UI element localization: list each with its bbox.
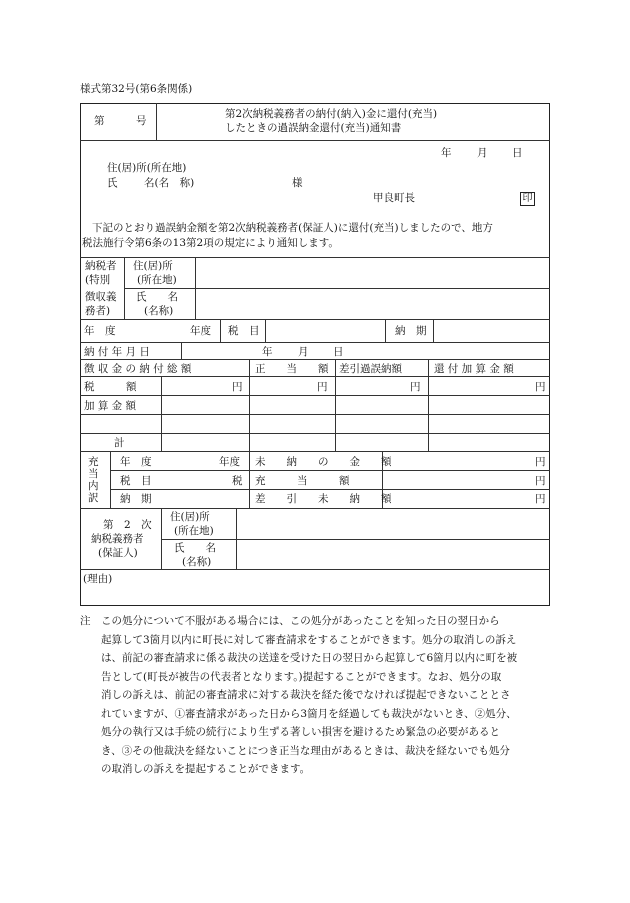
divider bbox=[161, 539, 550, 540]
second-name-label-1: 氏 名 bbox=[174, 542, 216, 554]
divider bbox=[181, 342, 182, 359]
form-title-line2: したときの過誤納金還付(充当)通知書 bbox=[225, 122, 402, 134]
divider bbox=[80, 342, 550, 343]
unpaid-label: 未 納 の 金 額 bbox=[255, 456, 392, 468]
footnote-line: れていますが、①審査請求があった日から3箇月を経過しても裁決がないとき、②処分、 bbox=[80, 707, 517, 720]
divider bbox=[124, 288, 550, 289]
period-label: 納 期 bbox=[395, 325, 427, 337]
footnote-line: 処分の執行又は手続の続行により生ずる著しい損害を避けるため緊急の必要があると bbox=[80, 726, 500, 738]
year-unit: 年度 bbox=[190, 325, 211, 337]
allocation-year-label: 年 度 bbox=[120, 456, 152, 468]
row-tax-label: 税 額 bbox=[84, 381, 137, 393]
number-label: 第 bbox=[94, 115, 105, 127]
issuer: 甲良町長 bbox=[373, 192, 415, 204]
divider bbox=[80, 395, 550, 396]
taxpayer-address-label-2: (所在地) bbox=[137, 274, 177, 286]
divider bbox=[385, 319, 386, 342]
divider bbox=[249, 451, 250, 508]
divider bbox=[220, 319, 221, 342]
reason-label: (理由) bbox=[83, 573, 113, 585]
divider bbox=[110, 451, 111, 508]
yen-unit: 円 bbox=[535, 381, 546, 393]
footnote-line: 起算して3箇月以内に町長に対して審査請求をすることができます。処分の取消しの訴え bbox=[80, 633, 517, 646]
header-total-payment: 徴 収 金 の 納 付 総 額 bbox=[84, 363, 192, 375]
second-address-label-1: 住(居)所 bbox=[170, 511, 210, 523]
payment-date-day: 日 bbox=[333, 346, 344, 358]
divider bbox=[110, 470, 550, 471]
year-label: 年 度 bbox=[84, 325, 116, 337]
header-overpayment: 差引過誤納額 bbox=[339, 363, 402, 375]
yen-unit: 円 bbox=[535, 456, 546, 468]
form-number: 様式第32号(第6条関係) bbox=[80, 83, 193, 95]
yen-unit: 円 bbox=[535, 493, 546, 505]
allocation-tax-unit: 税 bbox=[232, 475, 243, 487]
date-month: 月 bbox=[477, 147, 488, 159]
honorific: 様 bbox=[292, 177, 303, 189]
divider bbox=[249, 359, 250, 451]
second-taxpayer-label-3: (保証人) bbox=[98, 547, 138, 559]
second-address-label-2: (所在地) bbox=[174, 525, 214, 537]
date-day: 日 bbox=[512, 147, 523, 159]
divider bbox=[433, 319, 434, 342]
divider bbox=[80, 376, 550, 377]
divider bbox=[80, 433, 550, 434]
allocation-side-label-4: 訳 bbox=[88, 492, 99, 504]
divider bbox=[80, 451, 550, 452]
date-year: 年 bbox=[441, 147, 452, 159]
allocation-side-label-3: 内 bbox=[88, 480, 99, 492]
second-name-label-2: (名称) bbox=[182, 556, 212, 568]
total-label: 計 bbox=[114, 437, 125, 449]
yen-unit: 円 bbox=[410, 381, 421, 393]
footnote-line: の取消しの訴えを提起することができます。 bbox=[80, 763, 311, 775]
divider bbox=[156, 103, 157, 140]
footnote-line: 消しの訴えは、前記の審査請求に対する裁決を経た後でなければ提起できないこととさ bbox=[80, 689, 511, 701]
yen-unit: 円 bbox=[317, 381, 328, 393]
recipient-address-label: 住(居)所(所在地) bbox=[107, 162, 187, 174]
payment-date-year: 年 bbox=[262, 346, 273, 358]
divider bbox=[80, 140, 550, 141]
yen-unit: 円 bbox=[535, 475, 546, 487]
divider bbox=[335, 359, 336, 451]
divider bbox=[80, 414, 550, 415]
divider bbox=[80, 359, 550, 360]
divider bbox=[80, 508, 550, 509]
taxpayer-address-label-1: 住(居)所 bbox=[133, 260, 173, 272]
taxpayer-label-2: (特別 bbox=[85, 274, 111, 286]
taxpayer-name-label-1: 氏 名 bbox=[136, 291, 178, 303]
second-taxpayer-label-2: 納税義務者 bbox=[91, 533, 144, 545]
footnote-line: は、前記の審査請求に係る裁決の送達を受けた日の翌日から起算して6箇月以内に町を被 bbox=[80, 652, 518, 664]
divider bbox=[80, 319, 550, 320]
footnote-line: 告として(町長が被告の代表者となります。)提起することができます。なお、処分の取 bbox=[80, 670, 502, 683]
remaining-label: 差 引 未 納 額 bbox=[255, 493, 392, 505]
number-suffix: 号 bbox=[136, 115, 147, 127]
form-title-line1: 第2次納税義務者の納付(納入)金に還付(充当) bbox=[225, 108, 438, 120]
row-addition-label: 加 算 金 額 bbox=[84, 400, 137, 412]
taxpayer-label-1: 納税者 bbox=[85, 260, 117, 272]
divider bbox=[80, 569, 550, 570]
taxpayer-label-4: 務者) bbox=[85, 305, 111, 317]
tax-item-label: 税 目 bbox=[228, 325, 260, 337]
divider bbox=[110, 489, 550, 490]
footnote bbox=[80, 612, 552, 779]
allocation-period-label: 納 期 bbox=[120, 493, 152, 505]
divider bbox=[265, 319, 266, 342]
allocation-side-label-2: 当 bbox=[88, 468, 99, 480]
taxpayer-label-3: 徴収義 bbox=[85, 291, 117, 303]
payment-date-label: 納 付 年 月 日 bbox=[84, 346, 150, 358]
header-correct-amount: 正 当 額 bbox=[255, 363, 329, 375]
notice-text-line1: 下記のとおり過誤納金額を第2次納税義務者(保証人)に還付(充当)しましたので、地方 bbox=[92, 222, 493, 234]
applied-label: 充 当 額 bbox=[255, 475, 350, 487]
footnote-line: 注 この処分について不服がある場合には、この処分があったことを知った日の翌日から bbox=[80, 615, 500, 627]
divider bbox=[428, 359, 429, 451]
allocation-side-label-1: 充 bbox=[88, 456, 99, 468]
yen-unit: 円 bbox=[232, 381, 243, 393]
notice-text-line2: 税法施行令第6条の13第2項の規定により通知します。 bbox=[82, 237, 339, 249]
divider bbox=[80, 257, 550, 258]
recipient-name-label-1: 氏 bbox=[107, 177, 118, 189]
header-refund-addition: 還 付 加 算 金 額 bbox=[434, 363, 514, 375]
allocation-tax-item-label: 税 目 bbox=[120, 475, 152, 487]
second-taxpayer-label-1: 第 2 次 bbox=[103, 519, 152, 531]
seal-stamp: 印 bbox=[520, 192, 535, 206]
recipient-name-label-2: 名(名 称) bbox=[144, 177, 195, 189]
allocation-year-unit: 年度 bbox=[219, 456, 240, 468]
footnote-line: き、③その他裁決を経ないことにつき正当な理由があるときは、裁決を経ないでも処分 bbox=[80, 744, 510, 757]
taxpayer-name-label-2: (名称) bbox=[144, 305, 174, 317]
payment-date-month: 月 bbox=[298, 346, 309, 358]
